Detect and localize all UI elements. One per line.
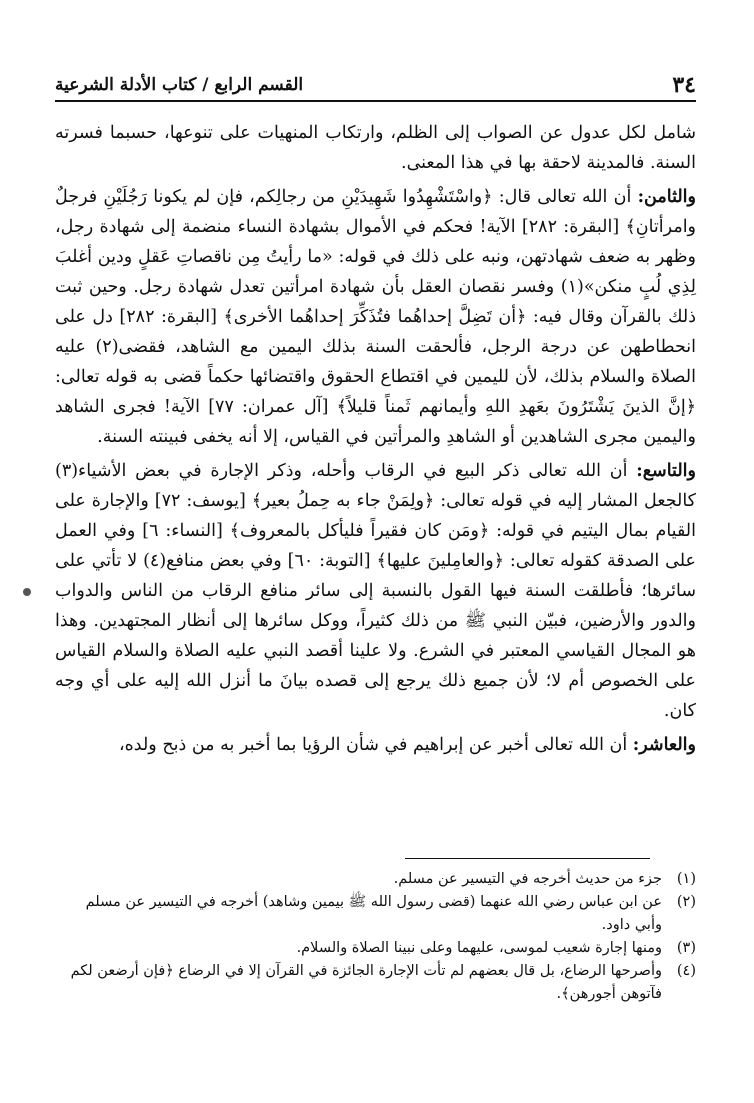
paragraph-lead: والثامن: [637,187,696,207]
margin-dot [23,588,31,596]
footnote [55,868,696,891]
paragraph-text: أن الله تعالى ذكر البيع في الرقاب وأحله، وذكر الإجارة في بعض الأشياء(٣) كالجعل المشار إليه في قوله تعالى: ﴿ولِمَنْ جاء به حِملُ بعير﴾ [يوسف: ٧٢] والإجارة على القيام بمال اليتيم في قوله: ﴿ومَن كان فقيراً فليأكل بالمعروف﴾ [النساء: ٦] وفي العمل على الصدقة كقوله تعالى: ﴿والعامِلينَ عليها﴾ [التوبة: ٦٠] وفي بعض منافع(٤) لا تأتي على سائرها؛ فأطلقت السنة فيها القول بالنسبة إلى سائر منافع الرقاب من الناس والدواب والدور والأرضين، فبيّن النبي ﷺ من ذلك كثيراً، ووكل سائرها إلى أنظار المجتهدين. وهذا هو المجال القياسي المعتبر في الشرع. ولا علينا أقصد النبي عليه الصلاة والسلام القياس على الخصوص أم لا؛ لأن جميع ذلك يرجع إلى قصده بيانَ ما أنزل الله إليه على أي وجه كان. [55,461,697,721]
paragraph-text: أن الله تعالى أخبر عن إبراهيم في شأن الرؤيا بما أخبر به من ذبح ولده، [118,735,628,755]
paragraph-9 [55,456,696,726]
paragraph-lead: والعاشر: [632,735,696,755]
footnote-number: (٢) [676,894,696,910]
paragraph-1 [55,118,696,178]
page-number: ٣٤ [672,72,696,98]
footnote-number: (١) [676,871,696,887]
paragraph-8 [55,182,696,452]
footnote-text: عن ابن عباس رضي الله عنهما (قضى رسول الله ﷺ بيمين وشاهد) أخرجه في التيسير عن مسلم وأبي داود. [85,894,662,933]
footnotes [55,868,696,1006]
footnote [55,891,696,937]
page-header [55,68,696,102]
footnote-separator [405,858,650,859]
paragraph-10 [55,730,696,760]
footnote [55,960,696,1006]
running-title: القسم الرابع / كتاب الأدلة الشرعية [55,75,304,95]
paragraph-text: شامل لكل عدول عن الصواب إلى الظلم، وارتكاب المنهيات على تنوعها، حسبما فسرته السنة. فالمدينة لاحقة بها في هذا المعنى. [55,123,696,173]
main-text [55,118,696,764]
footnote-text: جزء من حديث أخرجه في التيسير عن مسلم. [393,871,662,887]
footnote [55,937,696,960]
header-rule [55,100,696,102]
paragraph-text: أن الله تعالى قال: ﴿واسْتَشْهِدُوا شَهِيدَيْنِ من رجالِكم، فإن لم يكونا رَجُلَيْنِ فرجلٌ وامرأتانِ﴾ [البقرة: ٢٨٢] الآية! فحكم في الأموال بشهادة النساء منضمة إلى شهادة رجل، وظهر به ضعف شهادتهن، ونبه على ذلك في قوله: «ما رأيتُ مِن ناقصاتِ عَقلٍ ودين أغلبَ لِذِي لُبٍ منكن»(١) وفسر نقصان العقل بأن شهادة امرأتين تعدل شهادة رجل. وحين ثبت ذلك بالقرآن وقال فيه: ﴿أن تَضِلَّ إحداهُما فتُذَكِّرَ إحداهُما الأخرى﴾ [البقرة: ٢٨٢] دل على انحطاطهن عن درجة الرجل، فألحقت السنة بذلك اليمين مع الشاهد، فقضى(٢) عليه الصلاة والسلام بذلك، لأن لليمين في اقتطاع الحقوق واقتضائها حكماً قضى به قوله تعالى: ﴿إنَّ الذينَ يَشْتَرُونَ بعَهدِ اللهِ وأيمانهم ثَمناً قليلاً﴾ [آل عمران: ٧٧] الآية! فجرى الشاهد واليمين مجرى الشاهدين أو الشاهدِ والمرأتين في القياس، إلا أنه يخفى فبينته السنة. [55,187,697,447]
footnote-number: (٣) [676,940,696,956]
footnote-number: (٤) [676,963,696,979]
footnote-text: وأصرحها الرضاع، بل قال بعضهم لم تأت الإجارة الجائزة في القرآن إلا في الرضاع ﴿فإن أرضعن لكم فآتوهن أجورهن﴾. [70,963,662,1002]
footnote-text: ومنها إجارة شعيب لموسى، عليهما وعلى نبينا الصلاة والسلام. [296,940,662,956]
paragraph-lead: والتاسع: [636,461,696,481]
